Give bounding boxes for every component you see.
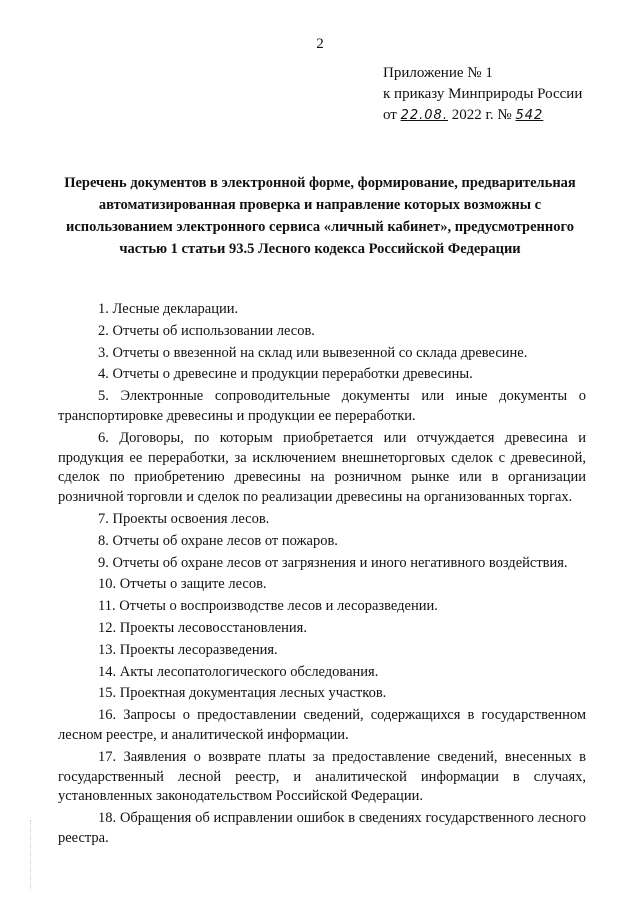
list-item: 1. Лесные декларации. [98, 301, 239, 317]
list-item: 13. Проекты лесоразведения. [98, 641, 278, 658]
list-item: 9. Отчеты об охране лесов от загрязнения и иного негативного воздействия. [98, 554, 568, 571]
scan-artifact-line [30, 820, 32, 890]
list-item: 18. Обращения об исправлении ошибок в сведениях государственного лесного реестра. [58, 810, 586, 846]
list-item: 5. Электронные сопроводительные документы или иные документы о транспортировке древесины и продукции ее переработки. [58, 388, 586, 424]
date-prefix: от [383, 107, 397, 123]
appendix-header [383, 63, 582, 126]
list-item: 2. Отчеты об использовании лесов. [98, 322, 315, 339]
list-item: 8. Отчеты об охране лесов от пожаров. [98, 532, 338, 549]
list-item: 4. Отчеты о древесине и продукции переработки древесины. [98, 366, 473, 383]
list-item: 7. Проекты освоения лесов. [98, 510, 270, 527]
list-item: 15. Проектная документация лесных участков. [98, 685, 387, 702]
list-item: 16. Запросы о предоставлении сведений, содержащихся в государственном лесном реестре, и аналитической информации. [58, 707, 586, 743]
document-title: Перечень документов в электронной форме, формирование, предварительная автоматизированная проверка и направление которых возможны с использованием электронного сервиса «личный кабинет», предусмотренного частью 1 статьи 93.5 Лесного кодекса Российской Федерации [64, 175, 576, 257]
appendix-line-2: к приказу Минприроды России [383, 86, 583, 102]
list-item: 3. Отчеты о ввезенной на склад или вывезенной со склада древесине. [98, 344, 528, 361]
document-list [58, 300, 586, 849]
appendix-date-line [383, 105, 582, 126]
handwritten-order-number: 542 [515, 108, 544, 123]
list-item: 6. Договоры, по которым приобретается или отчуждается древесина и продукция ее переработки, за исключением внешнеторговых сделок с древесиной, сделок по приобретению древесины на розничном рынке или в организации розничной торговли и сделок по реализации древесины на организованных торгах. [58, 429, 586, 506]
appendix-line-1: Приложение № 1 [383, 65, 493, 81]
order-year: 2022 г. № [451, 107, 512, 123]
handwritten-date: 22.08. [400, 108, 448, 123]
list-item: 12. Проекты лесовосстановления. [98, 619, 307, 636]
list-item: 11. Отчеты о воспроизводстве лесов и лесоразведении. [98, 598, 438, 615]
list-item: 17. Заявления о возврате платы за предоставление сведений, внесенных в государственный лесной реестр, и аналитической информации в случаях, установленных законодательством Российской Федерации. [58, 748, 586, 805]
page-number: 2 [316, 36, 324, 52]
list-item: 14. Акты лесопатологического обследования. [98, 663, 379, 680]
list-item: 10. Отчеты о защите лесов. [98, 576, 267, 593]
